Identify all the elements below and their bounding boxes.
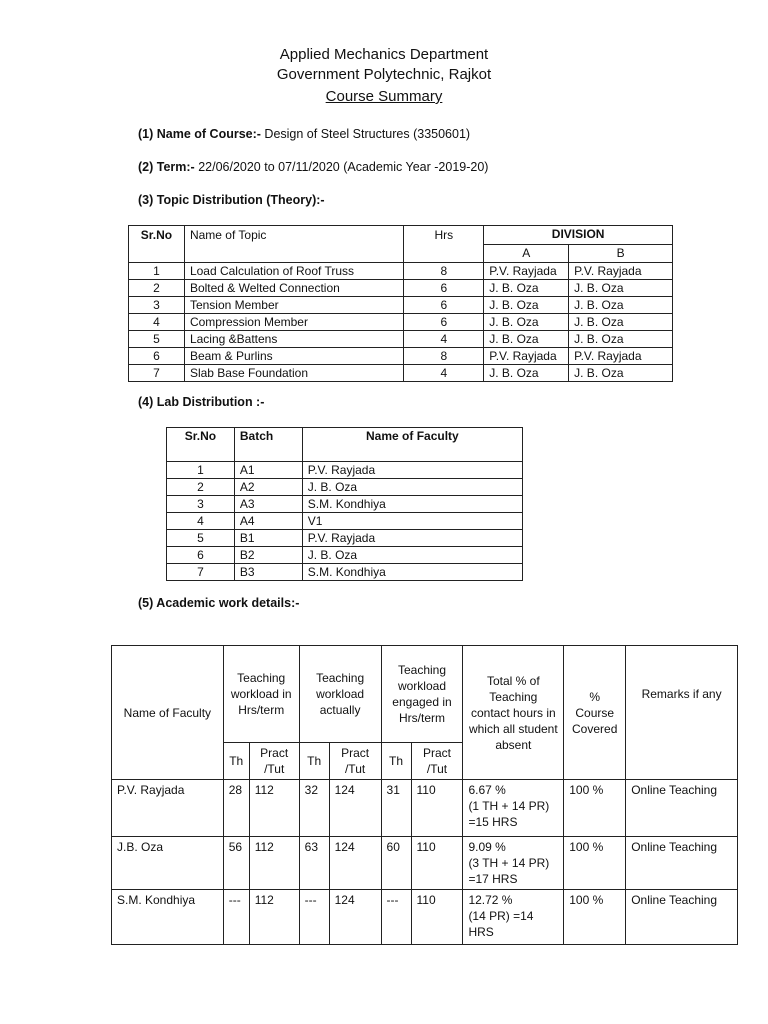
acad-header-workload: Teaching workload in Hrs/term (223, 646, 299, 743)
faculty-name: S.M. Kondhiya (112, 890, 224, 945)
topic-distribution-table (128, 225, 673, 382)
topic-division-a: J. B. Oza (484, 365, 569, 382)
document-title: Course Summary (325, 88, 443, 105)
table-row (129, 280, 673, 297)
topic-division-b: J. B. Oza (569, 314, 673, 331)
lab-srno: 1 (167, 462, 235, 479)
acad-header-pract: Pract /Tut (329, 743, 381, 780)
lab-faculty: S.M. Kondhiya (302, 564, 522, 581)
engaged-th: 60 (381, 837, 411, 890)
course-name-label: (1) Name of Course:- (138, 127, 261, 141)
course-covered: 100 % (564, 780, 626, 837)
actual-th: 32 (299, 780, 329, 837)
topic-hrs: 4 (404, 365, 484, 382)
topic-name: Lacing &Battens (184, 331, 404, 348)
header-topic: Name of Topic (184, 226, 404, 263)
topic-division-a: J. B. Oza (484, 297, 569, 314)
topic-srno: 2 (129, 280, 185, 297)
remarks: Online Teaching (626, 890, 738, 945)
lab-batch: B1 (234, 530, 302, 547)
topic-hrs: 8 (404, 348, 484, 365)
acad-header-th: Th (381, 743, 411, 780)
lab-faculty: S.M. Kondhiya (302, 496, 522, 513)
topic-hrs: 4 (404, 331, 484, 348)
workload-pract: 112 (249, 780, 299, 837)
lab-batch: B3 (234, 564, 302, 581)
table-row (129, 263, 673, 280)
topic-srno: 5 (129, 331, 185, 348)
remarks: Online Teaching (626, 780, 738, 837)
engaged-th: --- (381, 890, 411, 945)
workload-th: --- (223, 890, 249, 945)
lab-distribution-table (166, 427, 523, 581)
absent-percentage (463, 837, 564, 890)
remarks: Online Teaching (626, 837, 738, 890)
workload-th: 28 (223, 780, 249, 837)
lab-srno: 3 (167, 496, 235, 513)
topic-division-a: P.V. Rayjada (484, 263, 569, 280)
table-row (129, 348, 673, 365)
table-row (129, 297, 673, 314)
lab-srno: 2 (167, 479, 235, 496)
lab-batch: A2 (234, 479, 302, 496)
table-row (167, 547, 523, 564)
table-row (112, 780, 738, 837)
absent-line: (3 TH + 14 PR) (468, 856, 550, 870)
lab-faculty: P.V. Rayjada (302, 462, 522, 479)
lab-header-faculty: Name of Faculty (302, 428, 522, 462)
topic-division-b: J. B. Oza (569, 280, 673, 297)
lab-batch: B2 (234, 547, 302, 564)
table-row (129, 365, 673, 382)
lab-srno: 6 (167, 547, 235, 564)
absent-line: (14 PR) =14 (468, 909, 534, 923)
lab-header-batch: Batch (234, 428, 302, 462)
acad-header-remarks: Remarks if any (626, 646, 738, 780)
table-row (167, 496, 523, 513)
acad-header-actual: Teaching workload actually (299, 646, 381, 743)
table-row (167, 479, 523, 496)
table-row (112, 837, 738, 890)
header-division: DIVISION (484, 226, 673, 245)
topic-division-b: J. B. Oza (569, 331, 673, 348)
acad-header-th: Th (223, 743, 249, 780)
absent-line: 12.72 % (468, 893, 513, 907)
table-row (129, 331, 673, 348)
absent-line: =17 HRS (468, 872, 518, 886)
topic-srno: 3 (129, 297, 185, 314)
absent-percentage (463, 780, 564, 837)
term-value: 22/06/2020 to 07/11/2020 (Academic Year -2019-20) (194, 160, 489, 174)
lab-faculty: J. B. Oza (302, 479, 522, 496)
engaged-pract: 110 (411, 837, 463, 890)
topic-name: Compression Member (184, 314, 404, 331)
acad-header-absent: Total % of Teaching contact hours in which all student absent (463, 646, 564, 780)
absent-percentage (463, 890, 564, 945)
engaged-th: 31 (381, 780, 411, 837)
acad-header-name: Name of Faculty (112, 646, 224, 780)
lab-srno: 4 (167, 513, 235, 530)
course-name-value: Design of Steel Structures (3350601) (260, 127, 471, 141)
engaged-pract: 110 (411, 780, 463, 837)
lab-batch: A4 (234, 513, 302, 530)
topic-name: Load Calculation of Roof Truss (184, 263, 404, 280)
engaged-pract: 110 (411, 890, 463, 945)
faculty-name: P.V. Rayjada (112, 780, 224, 837)
topic-srno: 7 (129, 365, 185, 382)
table-row (167, 564, 523, 581)
absent-line: 6.67 % (468, 783, 506, 797)
topic-name: Tension Member (184, 297, 404, 314)
table-row (167, 462, 523, 479)
topic-name: Beam & Purlins (184, 348, 404, 365)
topic-division-a: J. B. Oza (484, 314, 569, 331)
acad-header-engaged: Teaching workload engaged in Hrs/term (381, 646, 463, 743)
topic-name: Bolted & Welted Connection (184, 280, 404, 297)
topic-srno: 1 (129, 263, 185, 280)
lab-faculty: V1 (302, 513, 522, 530)
header-srno: Sr.No (129, 226, 185, 263)
acad-header-pract: Pract /Tut (249, 743, 299, 780)
table-row (112, 890, 738, 945)
lab-batch: A3 (234, 496, 302, 513)
header-division-a: A (484, 244, 569, 263)
actual-pract: 124 (329, 890, 381, 945)
topic-name: Slab Base Foundation (184, 365, 404, 382)
absent-line: 9.09 % (468, 840, 506, 854)
workload-pract: 112 (249, 890, 299, 945)
header-division-b: B (569, 244, 673, 263)
header-hrs: Hrs (404, 226, 484, 263)
topic-hrs: 8 (404, 263, 484, 280)
lab-batch: A1 (234, 462, 302, 479)
academic-section-heading: (5) Academic work details:- (138, 596, 300, 610)
table-row (167, 530, 523, 547)
term-line (138, 160, 488, 174)
table-row (167, 513, 523, 530)
term-label: (2) Term:- (138, 160, 195, 174)
topic-division-a: J. B. Oza (484, 280, 569, 297)
actual-th: 63 (299, 837, 329, 890)
topic-hrs: 6 (404, 297, 484, 314)
topic-division-b: J. B. Oza (569, 297, 673, 314)
absent-line: (1 TH + 14 PR) (468, 799, 550, 813)
course-covered: 100 % (564, 837, 626, 890)
topic-hrs: 6 (404, 314, 484, 331)
topic-division-b: J. B. Oza (569, 365, 673, 382)
topic-division-a: J. B. Oza (484, 331, 569, 348)
acad-header-th: Th (299, 743, 329, 780)
actual-th: --- (299, 890, 329, 945)
lab-header-srno: Sr.No (167, 428, 235, 462)
lab-srno: 5 (167, 530, 235, 547)
absent-line: HRS (468, 925, 494, 939)
acad-header-pract: Pract /Tut (411, 743, 463, 780)
actual-pract: 124 (329, 837, 381, 890)
department-title: Applied Mechanics Department (279, 46, 489, 63)
actual-pract: 124 (329, 780, 381, 837)
topic-division-b: P.V. Rayjada (569, 348, 673, 365)
topic-srno: 6 (129, 348, 185, 365)
topic-division-a: P.V. Rayjada (484, 348, 569, 365)
institute-title: Government Polytechnic, Rajkot (276, 66, 492, 83)
topic-hrs: 6 (404, 280, 484, 297)
absent-line: =15 HRS (468, 815, 518, 829)
topic-section-heading: (3) Topic Distribution (Theory):- (138, 193, 325, 207)
faculty-name: J.B. Oza (112, 837, 224, 890)
acad-header-course: % Course Covered (564, 646, 626, 780)
course-covered: 100 % (564, 890, 626, 945)
lab-faculty: P.V. Rayjada (302, 530, 522, 547)
lab-section-heading: (4) Lab Distribution :- (138, 395, 265, 409)
topic-srno: 4 (129, 314, 185, 331)
course-name-line (138, 127, 470, 141)
workload-th: 56 (223, 837, 249, 890)
lab-faculty: J. B. Oza (302, 547, 522, 564)
topic-division-b: P.V. Rayjada (569, 263, 673, 280)
table-row (129, 314, 673, 331)
lab-srno: 7 (167, 564, 235, 581)
academic-work-table (111, 645, 738, 945)
workload-pract: 112 (249, 837, 299, 890)
